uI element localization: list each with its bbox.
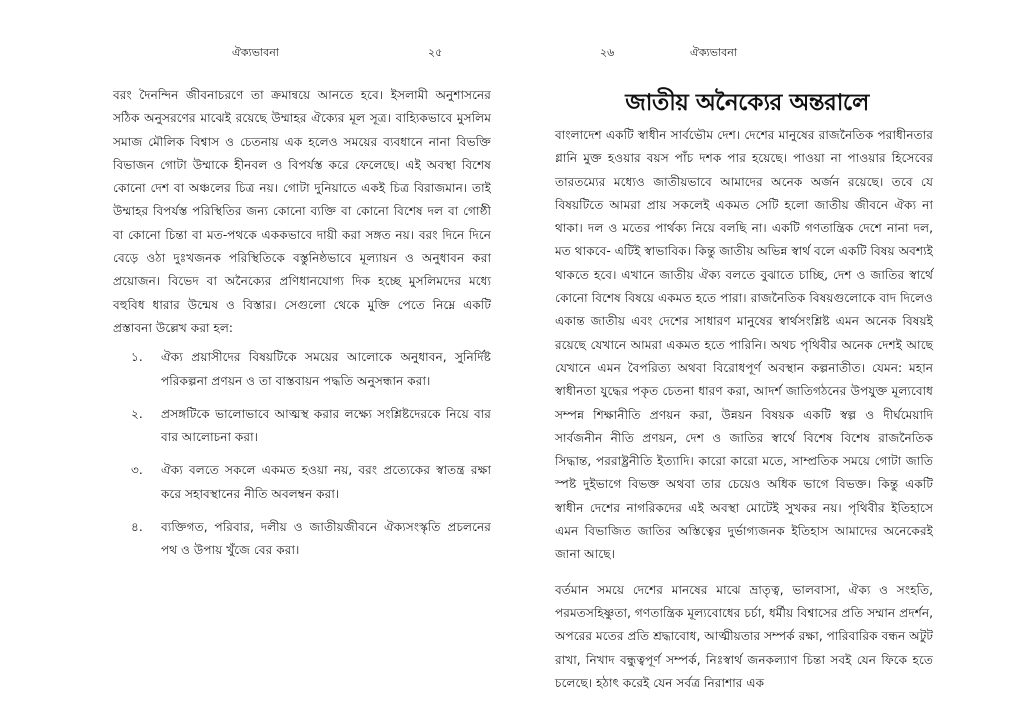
list-item (113, 346, 491, 393)
proposal-list (113, 346, 491, 562)
running-title: ঐক্যভাবনা (232, 46, 279, 59)
right-page (512, 0, 1024, 724)
running-title: ঐক্যভাবনা (690, 46, 737, 59)
page-number: ২৫ (428, 46, 443, 59)
list-text: ঐক্য বলতে সকলে একমত হওয়া নয়, বরং প্রত্যেকের স্বাতন্ত্র রক্ষা করে সহাবস্থানের নীতি অবলম্বন করা। (161, 463, 491, 501)
list-item (113, 403, 491, 450)
list-text: প্রসঙ্গটিকে ভালোভাবে আত্মস্থ করার লক্ষ্যে সংশ্লিষ্টদেরকে নিয়ে বার বার আলোচনা করা। (161, 406, 491, 445)
left-body (113, 84, 491, 573)
list-text: ব্যক্তিগত, পরিবার, দলীয় ও জাতীয়জীবনে ঐক্যসংস্কৃতি প্রচলনের পথ ও উপায় খুঁজে বের করা। (161, 520, 491, 558)
list-item (113, 459, 491, 506)
paragraph: বরং দৈনন্দিন জীবনাচরণে তা ক্রমান্বয়ে আনতে হবে। ইসলামী অনুশাসনের সঠিক অনুসরণের মাঝেই রয়েছে উম্মাহর ঐক্যের মূল সূত্র। বাহ্যিকভাবে মুসলিম সমাজ মৌলিক বিশ্বাস ও চেতনায় এক হলেও সময়ের ব্যবধানে নানা বিভক্তি বিভাজন গোটা উম্মাকে হীনবল ও বিপর্যস্ত করে ফেলেছে। এই অবস্থা বিশেষ কোনো দেশ বা অঞ্চলের চিত্র নয়। গোটা দুনিয়াতে একই চিত্র বিরাজমান। তাই উম্মাহর বিপর্যস্ত পরিস্থিতির জন্য কোনো ব্যক্তি বা কোনো বিশেষ দল বা গোষ্ঠী বা কোনো চিন্তা বা মত-পথকে এককভাবে দায়ী করা সঙ্গত নয়। বরং দিনে দিনে বেড়ে ওঠা দুঃখজনক পরিস্থিতিকে বস্তুনিষ্ঠভাবে মূল্যায়ন ও অনুধাবন করা প্রয়োজন। বিভেদ বা অনৈক্যের প্রণিধানযোগ্য দিক হচ্ছে মুসলিমদের মধ্যে বহুবিধ ধারার উন্মেষ ও বিস্তার। সেগুলো থেকে মুক্তি পেতে নিম্নে একটি প্রস্তাবনা উল্লেখ করা হল: (113, 88, 491, 335)
list-number: ৩. (131, 463, 143, 478)
list-number: ২. (131, 406, 143, 421)
list-item (113, 516, 491, 563)
list-number: ১. (131, 350, 143, 365)
paragraph: বাংলাদেশ একটি স্বাধীন সার্বভৌম দেশ। দেশের মানুষের রাজনৈতিক পরাধীনতার গ্লানি মুক্ত হওয়ার বয়স পাঁচ দশক পার হয়েছে। পাওয়া না পাওয়ার হিসেবের তারতম্যের মধ্যেও জাতীয়ভাবে আমাদের অনেক অর্জন রয়েছে। তবে যে বিষয়টিতে আমরা প্রায় সকলেই একমত সেটি হলো জাতীয় জীবনে ঐক্য না থাকা। দল ও মতের পার্থক্য নিয়ে বলছি না। একটি গণতান্ত্রিক দেশে নানা দল, মত থাকবে- এটিই স্বাভাবিক। কিন্তু জাতীয় অভিন্ন স্বার্থ বলে একটি বিষয় অবশ্যই থাকতে হবে। এখানে জাতীয় ঐক্য বলতে বুঝাতে চাচ্ছি, দেশ ও জাতির স্বার্থে কোনো বিশেষ বিষয়ে একমত হতে পারা। রাজনৈতিক বিষয়গুলোকে বাদ দিলেও একান্ত জাতীয় এবং দেশের সাধারণ মানুষের স্বার্থসংশ্লিষ্ট এমন অনেক বিষয়ই রয়েছে যেখানে আমরা একমত হতে পারিনি। অথচ পৃথিবীর অনেক দেশই আছে যেখানে এমন বৈপরিত্য অথবা বিরোধপূর্ণ অবস্থান কল্পনাতীত। যেমন: মহান স্বাধীনতা যুদ্ধের পকৃত চেতনা ধারণ করা, আদর্শ জাতিগঠনের উপযুক্ত মূল্যবোধ সম্পন্ন শিক্ষানীতি প্রণয়ন করা, উন্নয়ন বিষয়ক একটি স্বল্প ও দীর্ঘমেয়াদি সার্বজনীন নীতি প্রণয়ন, দেশ ও জাতির স্বার্থে বিশেষ বিশেষ রাজনৈতিক সিদ্ধান্ত, পররাষ্ট্রনীতি ইত্যাদি। কারো কারো মতে, সাম্প্রতিক সময়ে গোটা জাতি স্পষ্ট দুইভাগে বিভক্ত অথবা তার চেয়েও অধিক ভাগে বিভক্ত। কিন্তু একটি স্বাধীন দেশের নাগরিকদের এই অবস্থা মোটেই সুখকর নয়। পৃথিবীর ইতিহাসে এমন বিভাজিত জাতির অস্তিত্বের দুর্ভাগ্যজনক ইতিহাস আমাদের অনেকেরই জানা আছে। (555, 128, 933, 562)
paragraph: বর্তমান সময়ে দেশের মানষের মাঝে ভ্রাতৃত্ব, ভালবাসা, ঐক্য ও সংহতি, পরমতসহিষ্ণুতা, গণতান্ত্রিক মূল্যবোধের চর্চা, ধর্মীয় বিশ্বাসের প্রতি সম্মান প্রদর্শন, অপরের মতের প্রতি শ্রদ্ধাবোধ, আত্মীয়তার সম্পর্ক রক্ষা, পারিবারিক বন্ধন অটুট রাখা, নিখাদ বন্ধুত্বপূর্ণ সম্পর্ক, নিঃস্বার্থ জনকল্যাণ চিন্তা সবই যেন ফিকে হতে চলেছে। হঠাৎ করেই যেন সর্বত্র নিরাশার এক (555, 582, 933, 690)
list-number: ৪. (131, 520, 143, 535)
list-text: ঐক্য প্রয়াসীদের বিষয়টিকে সময়ের আলোকে অনুধাবন, সুনির্দিষ্ট পরিকল্পনা প্রণয়ন ও তা বাস্তবায়ন পদ্ধতি অনুসন্ধান করা। (161, 350, 491, 388)
page-number: ২৬ (600, 46, 615, 59)
chapter-title: জাতীয় অনৈক্যের অন্তরালে (625, 89, 869, 116)
right-body (555, 124, 933, 695)
